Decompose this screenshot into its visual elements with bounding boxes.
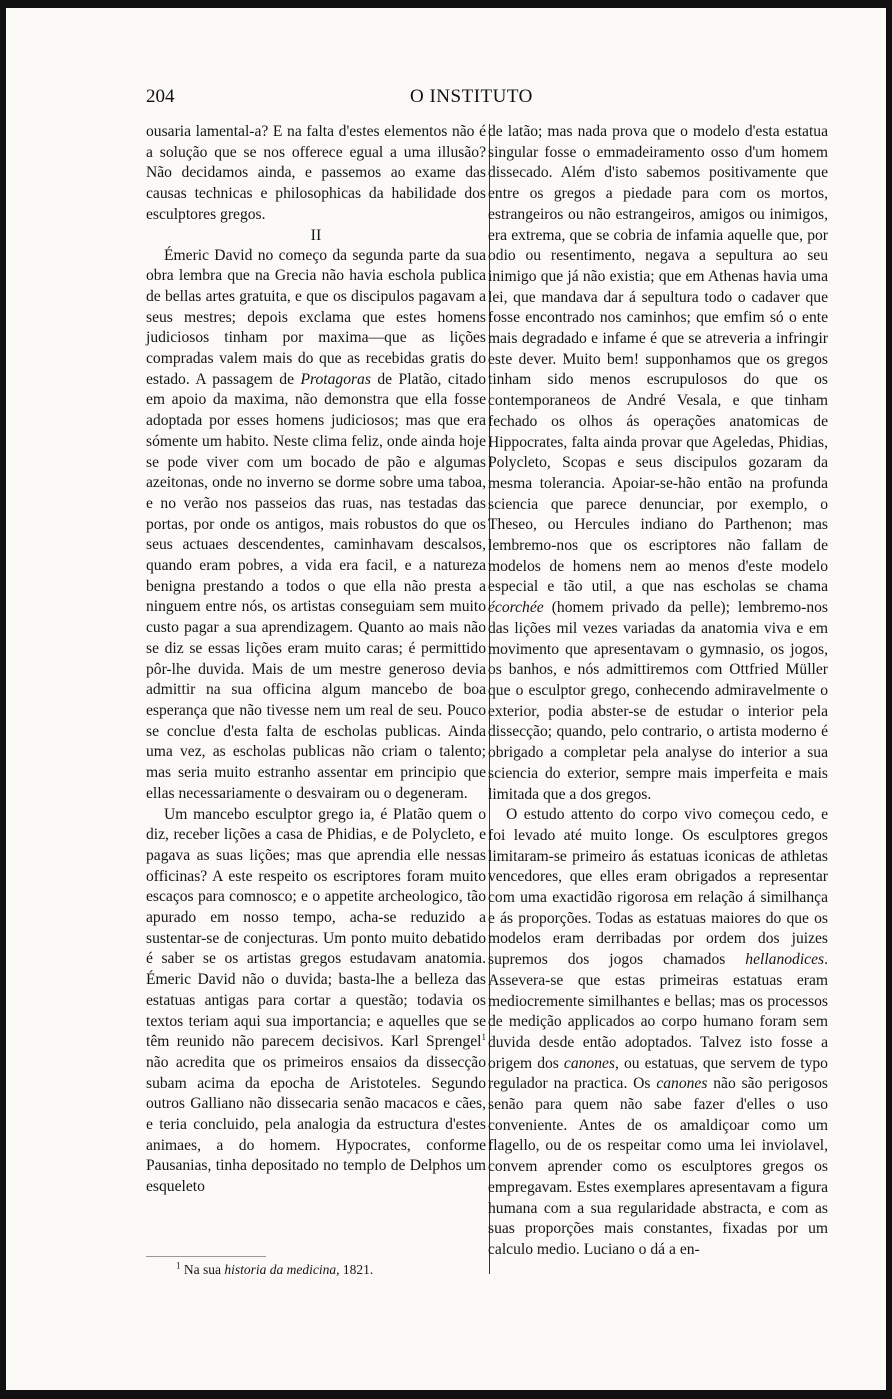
text-run: O estudo attento do corpo vivo começou cedo, e foi levado até muito longe. Os esculptores gregos limitaram-se primeiro ás estatuas iconicas de athletas vencedores, que elles eram obrigados a representar com uma exactidão rigorosa em relação á similhança e ás proporções. Todas as estatuas maiores do que os modelos eram derribadas por ordem dos juizes supremos dos jogos chamados <box>488 806 828 969</box>
paragraph <box>488 805 828 1260</box>
text-run: de Platão, citado em apoio da maxima, não demonstra que ella fosse adoptada por esses homens judiciosos; mas que era sómente um habito. Neste clima feliz, onde ainda hoje se pode viver com um bocado de pão e algumas azeitonas, onde no inverno se dorme sobre uma taboa, e no verão nos passeios das ruas, nas testadas das portas, por onde os antigos, mais robustos do que os seus actuaes descendentes, caminhavam descalsos, quando eram pobres, a vida era facil, e a natureza benigna prestando a todos o que ella não presta a ninguem entre nós, os artistas conseguiam sem muito custo pagar a sua aprendizagem. Quanto ao mais não se diz se essas lições eram muito caras; é permittido pôr-lhe duvida. Mais de um mestre generoso devia admittir na sua officina algum mancebo de boa esperança que não tivesse nem um real de seu. Pouco se conclue d'esta falta de escholas publicas. Ainda uma vez, as escholas publicas não criam o talento; mas seria muito estranho assentar em principio que ellas necessariamente o desvairam ou o degeneram. <box>146 370 486 802</box>
book-page <box>6 8 886 1390</box>
page-number: 204 <box>146 86 175 107</box>
text-run: , ou estatuas, que servem de typo regulador na practica. Os <box>488 1054 828 1093</box>
running-title: O INSTITUTO <box>410 86 533 107</box>
right-column <box>488 122 828 1272</box>
text-run: de latão; mas nada prova que o modelo d'esta estatua singular fosse o emmadeiramento osso d'um homem dissecado. Além d'isto sabemos positivamente que entre os gregos a piedade para com os mortos, estrangeiros ou não estrangeiros, amigos ou inimigos, era extrema, que se cobria de infamia aquelle que, por odio ou resentimento, negava a sepultura ao seu inimigo que já não existia; que em Athenas havia uma lei, que mandava dar á sepultura todo o cadaver que fosse encontrado nos caminhos; que emfim só o ente mais degradado e infame é que se atreveria a infringir este dever. Muito bem! supponhamos que os gregos tinham sido menos escrupulosos do que os contemporaneos de André Vesala, e que tinham fechado os olhos ás operações anatomicas de Hippocrates, falta ainda provar que Ageledas, Phidias, Polycleto, Scopas e seus discipulos gozaram da mesma tolerancia. Apoiar-se-hão então na profunda sciencia que parece denunciar, por exemplo, o Theseo, ou Hercules indiano do Parthenon; mas lembremo-nos que os escriptores não fallam de modelos de homens nem ao menos d'este modelo especial e tão util, a que nas escholas se chama <box>488 123 828 596</box>
page-header <box>6 80 886 110</box>
text-run: não acredita que os primeiros ensaios da dissecção subam acima da epocha de Aristoteles. Segundo outros Galliano não dissecaria senão macacos e cães, e teria concluido, pela analogia da estructura d'estes animaes, a do homem. Hypocrates, conforme Pausanias, tinha depositado no templo de Delphos um esqueleto <box>146 1053 486 1196</box>
text-run: . Assevera-se que estas primeiras estatuas eram mediocremente similhantes e bellas; mas os processos de medição applicados ao corpo humano foram sem duvida desde então adoptados. Talvez isto fosse a origem dos <box>488 951 828 1072</box>
footnote-reference[interactable]: 1 <box>481 1032 486 1043</box>
paragraph <box>146 805 486 1198</box>
text-run: Na sua <box>183 1262 225 1277</box>
italic-title: historia da medicina, <box>224 1262 340 1277</box>
italic-title: Protagoras <box>300 370 371 388</box>
text-run: não são perigosos senão para quem não sabe fazer d'elles o uso conveniente. Antes de os amaldiçoar como um flagello, ou de os respeitar como uma lei inviolavel, convem aprender como os esculptores gregos os empregavam. Estes exemplares apresentavam a figura humana com a sua regularidade abstracta, e com as suas proporções mais constantes, fixadas por um calculo medio. Luciano o dá a en- <box>488 1075 828 1258</box>
paragraph <box>488 122 828 805</box>
italic-term: canones <box>656 1075 708 1093</box>
paragraph: ousaria lamental-a? E na falta d'estes elementos não é a solução que se nos offerece egual a uma illusão? Não decidamos ainda, e passemos ao exame das causas technicas e philosophicas da habilidade dos esculptores gregos. <box>146 123 486 223</box>
text-run: (homem privado da pelle); lembremo-nos das lições mil vezes variadas da anatomia viva e em movimento que apresentavam o gymnasio, os jogos, os banhos, e nós admittiremos com Ottfried Müller que o esculptor grego, conhecendo admiravelmente o exterior, podia abster-se de estudar o interior pela dissecção; quando, pelo contrario, o artista moderno é obrigado a completar pela analyse do interior a sua sciencia do exterior, sempre mais imperfeita e mais limitada que a dos gregos. <box>488 599 828 803</box>
left-column <box>146 122 486 1272</box>
footnote <box>176 1262 476 1278</box>
text-run: 1821. <box>339 1262 374 1277</box>
text-run: Um mancebo esculptor grego ia, é Platão quem o diz, receber lições a casa de Phidias, e de Polycleto, e pagava as suas lições; mas que aprendia elle nessas officinas? A este respeito os escriptores foram muito escaços para comnosco; e o appetite archeologico, tão apurado em nosso tempo, acha-se reduzido a sustentar-se de conjecturas. Um ponto muito debatido é saber se os artistas gregos estudavam anatomia. Émeric David não o duvida; basta-lhe a belleza das estatuas antigas para cortar a questão; todavia os textos teriam aqui sua importancia; e aquelles que se têm reunido não parecem decisivos. Karl Sprengel <box>146 805 486 1051</box>
italic-term: hellanodices <box>745 951 825 969</box>
paragraph <box>146 246 486 805</box>
text-run: Émeric David no começo da segunda parte da sua obra lembra que na Grecia não havia eschola publica de bellas artes gratuita, e que os discipulos pagavam a seus mestres; depois exclama que estes homens judiciosos tinham por maxima—que as lições compradas valem mais do que as recebidas gratis do estado. A passagem de <box>146 246 486 388</box>
section-heading: II <box>310 226 322 244</box>
footnote-marker: 1 <box>176 1260 181 1271</box>
footnote-divider <box>146 1256 266 1257</box>
italic-term: écorchée <box>488 599 544 617</box>
italic-term: canones <box>563 1054 616 1072</box>
